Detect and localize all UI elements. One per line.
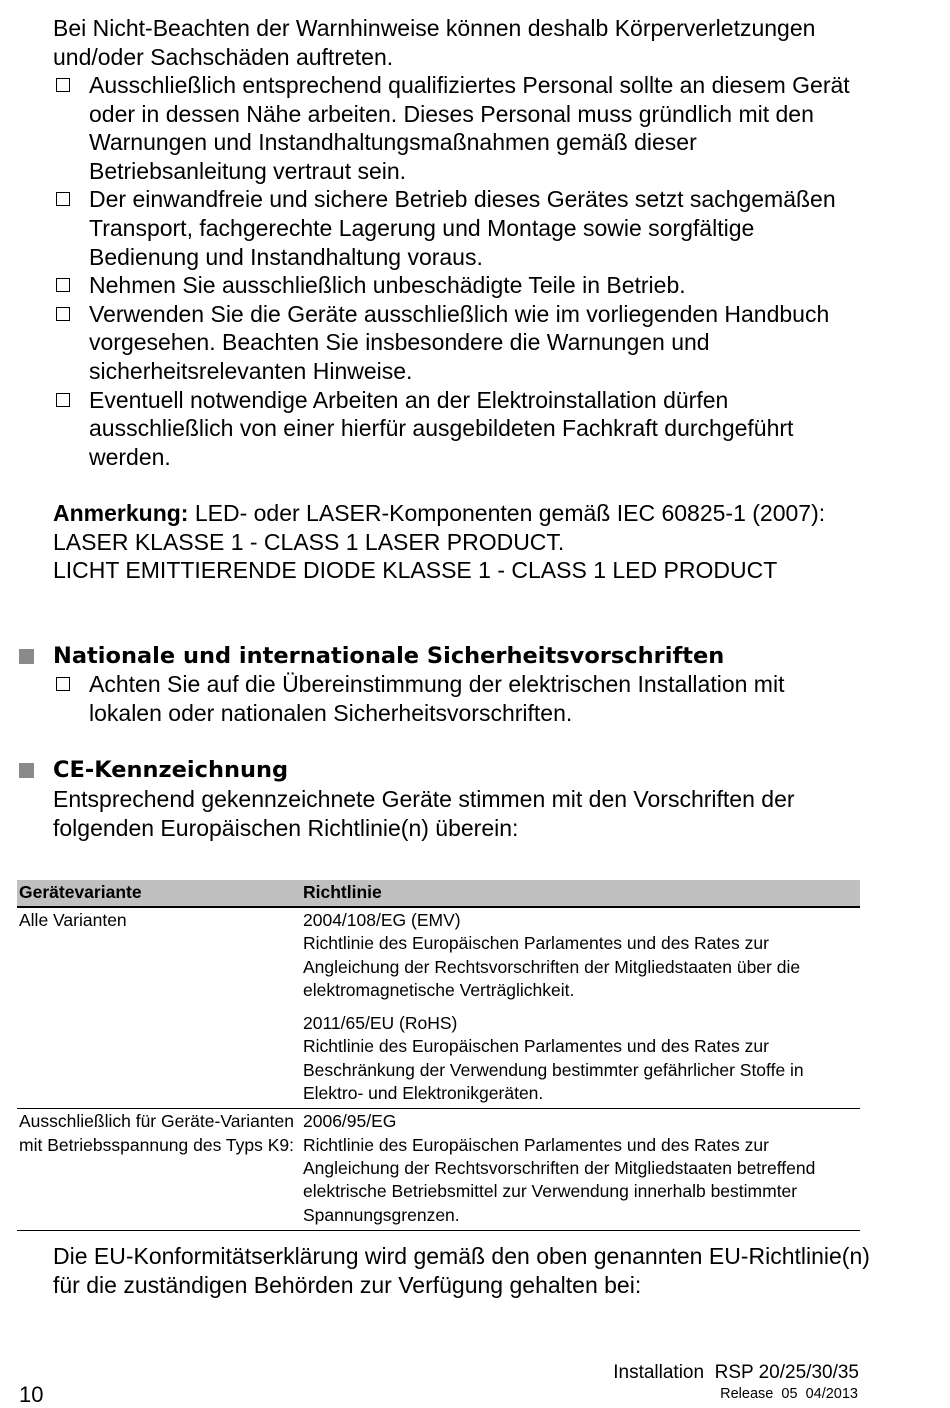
directive-cell: [301, 907, 860, 1109]
list-item-text: Ausschließlich entsprechend qualifiziertes Personal sollte an diesem Gerät oder in dessen Nähe arbeiten. Dieses Personal muss gründlich mit den Warnungen und Instandhaltungsmaßnahmen gemäß dieser Betriebsanleitung vertraut sein.: [89, 72, 850, 184]
directive-description: Richtlinie des Europäischen Parlamentes und des Rates zur Angleichung der Rechtsvorschriften der Mitgliedstaaten über die elektromagnetische Verträglichkeit.: [303, 933, 801, 1000]
list-item: [53, 670, 863, 727]
table-row: [17, 907, 860, 1109]
section-heading-ce: [19, 755, 288, 785]
column-header-variant: Gerätevariante: [17, 880, 301, 907]
note-label: Anmerkung:: [53, 500, 189, 526]
directive-table: [17, 880, 860, 1231]
footer-release: Release 05 04/2013: [720, 1386, 858, 1402]
directive-description: Richtlinie des Europäischen Parlamentes und des Rates zur Angleichung der Rechtsvorschriften der Mitgliedstaaten betreffend elektrische Betriebsmittel zur Verwendung innerhalb bestimmter Spannungsgrenzen.: [303, 1134, 816, 1225]
checkbox-bullet-icon: [56, 393, 70, 407]
directive-cell: [301, 1109, 860, 1230]
directive-entry: [303, 909, 858, 1002]
ce-paragraph: Entsprechend gekennzeichnete Geräte stimmen mit den Vorschriften der folgenden Europäischen Richtlinie(n) überein:: [53, 786, 795, 841]
table-row: [17, 1109, 860, 1230]
section-heading-text: CE-Kennzeichnung: [53, 757, 289, 783]
checkbox-bullet-icon: [56, 192, 70, 206]
section-heading-national: [19, 641, 724, 671]
list-item: [53, 300, 863, 386]
section-heading-text: Nationale und internationale Sicherheitsvorschriften: [53, 643, 725, 669]
note-text: LED- oder LASER-Komponenten gemäß IEC 60825-1 (2007):: [188, 500, 826, 526]
note-line-laser: LASER KLASSE 1 - CLASS 1 LASER PRODUCT.: [53, 528, 565, 555]
checkbox-bullet-icon: [56, 677, 70, 691]
list-item-text: Eventuell notwendige Arbeiten an der Elektroinstallation dürfen ausschließlich von einer hierfür ausgebildeten Fachkraft durchgeführt werden.: [89, 386, 794, 470]
directive-entry: [303, 1110, 858, 1226]
directive-entry: [303, 1012, 858, 1105]
note-line-led: LICHT EMITTIERENDE DIODE KLASSE 1 - CLASS 1 LED PRODUCT: [53, 557, 778, 584]
list-item: [53, 185, 863, 271]
list-item-text: Verwenden Sie die Geräte ausschließlich wie im vorliegenden Handbuch vorgesehen. Beachten Sie insbesondere die Warnungen und sicherheitsrelevanten Hinweise.: [89, 300, 830, 384]
directive-code: 2011/65/EU (RoHS): [303, 1013, 458, 1034]
list-item: [53, 386, 863, 472]
laser-note: [53, 499, 873, 585]
column-header-directive: Richtlinie: [301, 880, 860, 907]
table-header-row: [17, 880, 860, 907]
list-item-text: Der einwandfreie und sichere Betrieb dieses Gerätes setzt sachgemäßen Transport, fachgerechte Lagerung und Montage sowie sorgfältige Bedienung und Instandhaltung voraus.: [89, 186, 836, 270]
checkbox-bullet-icon: [56, 307, 70, 321]
national-list: [53, 670, 863, 727]
safety-list: [53, 71, 863, 471]
list-item-text: Achten Sie auf die Übereinstimmung der elektrischen Installation mit lokalen oder nationalen Sicherheitsvorschriften.: [89, 671, 785, 726]
list-item-text: Nehmen Sie ausschließlich unbeschädigte Teile in Betrieb.: [89, 272, 686, 299]
directive-code: 2004/108/EG (EMV): [303, 910, 461, 930]
section-square-icon: [19, 763, 34, 778]
variant-cell: Ausschließlich für Geräte-Varianten mit Betriebsspannung des Typs K9:: [17, 1109, 301, 1230]
checkbox-bullet-icon: [56, 278, 70, 292]
footer-title: Installation RSP 20/25/30/35: [613, 1362, 859, 1383]
list-item: [53, 71, 863, 185]
intro-paragraph: Bei Nicht-Beachten der Warnhinweise können deshalb Körperverletzungen und/oder Sachschäden auftreten.: [53, 15, 816, 70]
section-square-icon: [19, 649, 34, 664]
checkbox-bullet-icon: [56, 78, 70, 92]
variant-cell: Alle Varianten: [17, 907, 301, 1109]
directive-code: 2006/95/EG: [303, 1111, 397, 1132]
directive-description: Richtlinie des Europäischen Parlamentes und des Rates zur Beschränkung der Verwendung bestimmter gefährlicher Stoffe in Elektro- und Elektronikgeräten.: [303, 1036, 804, 1104]
page-number: 10: [19, 1382, 44, 1407]
list-item: [53, 271, 863, 300]
conformity-paragraph: Die EU-Konformitätserklärung wird gemäß den oben genannten EU-Richtlinie(n) für die zuständigen Behörden zur Verfügung gehalten bei:: [53, 1243, 870, 1298]
